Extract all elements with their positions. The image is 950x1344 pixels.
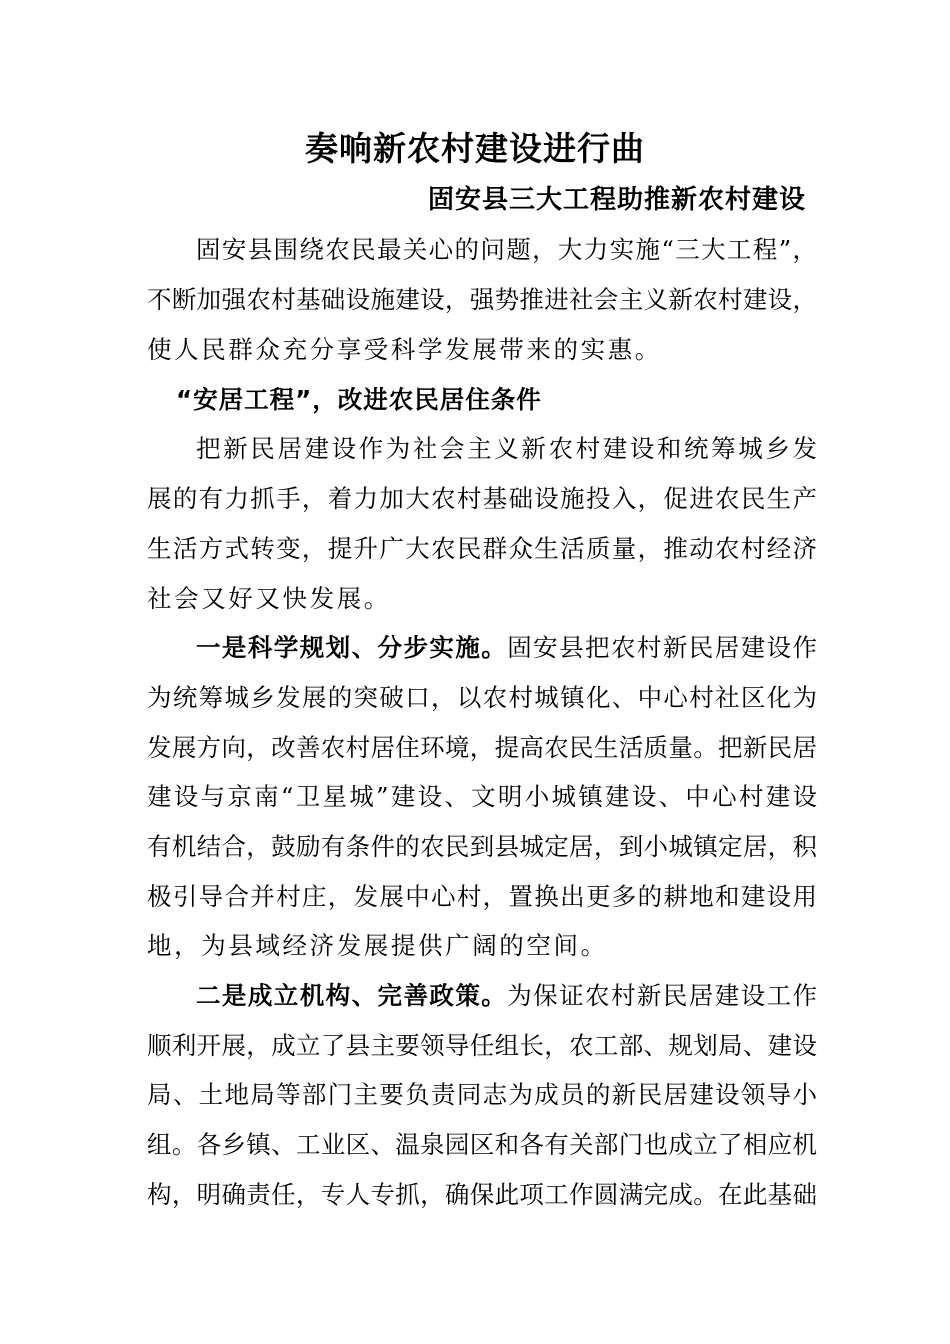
intro-line: 固安县围绕农民最关心的问题，大力实施“三大工程”， xyxy=(196,235,817,264)
intro-line: 使人民群众充分享受科学发展带来的实惠。 xyxy=(147,335,662,364)
section-line: 社会又好又快发展。 xyxy=(147,584,391,613)
point2-line: 组。各乡镇、工业区、温泉园区和各有关部门也成立了相应机 xyxy=(147,1130,817,1159)
point2-first-line xyxy=(196,976,817,1016)
point2-first-line-rest: 为保证农村新民居建设工作 xyxy=(507,981,818,1010)
point1-first-line-rest: 固安县把农村新民居建设作 xyxy=(507,633,818,662)
point1-line: 为统筹城乡发展的突破口，以农村城镇化、中心村社区化为 xyxy=(147,683,817,712)
section-line: 生活方式转变，提升广大农民群众生活质量，推动农村经济 xyxy=(147,534,817,563)
point1-lead: 一是科学规划、分步实施。 xyxy=(196,633,508,662)
point2-line: 构，明确责任，专人专抓，确保此项工作圆满完成。在此基础 xyxy=(147,1180,817,1209)
point2-lead: 二是成立机构、完善政策。 xyxy=(196,981,508,1010)
intro-line: 不断加强农村基础设施建设，强势推进社会主义新农村建设， xyxy=(147,285,817,314)
point1-line: 有机结合，鼓励有条件的农民到县城定居，到小城镇定居，积 xyxy=(147,832,817,861)
section-line: 展的有力抓手，着力加大农村基础设施投入，促进农民生产 xyxy=(147,484,817,513)
section-line: 把新民居建设作为社会主义新农村建设和统筹城乡发 xyxy=(196,434,817,463)
point1-line: 极引导合并村庄，发展中心村，置换出更多的耕地和建设用 xyxy=(147,882,817,911)
section-heading: “安居工程”，改进农民居住条件 xyxy=(176,385,542,414)
point2-line: 局、土地局等部门主要负责同志为成员的新民居建设领导小 xyxy=(147,1080,817,1109)
point2-line: 顺利开展，成立了县主要领导任组长，农工部、规划局、建设 xyxy=(147,1031,817,1060)
document-subtitle: 固安县三大工程助推新农村建设 xyxy=(427,185,806,215)
point1-line: 发展方向，改善农村居住环境，提高农民生活质量。把新民居 xyxy=(147,733,817,762)
point1-line: 地，为县域经济发展提供广阔的空间。 xyxy=(147,931,608,960)
document-title: 奏响新农村建设进行曲 xyxy=(305,129,645,168)
point1-first-line xyxy=(196,628,817,668)
point1-line: 建设与京南“卫星城”建设、文明小城镇建设、中心村建设 xyxy=(147,782,817,811)
